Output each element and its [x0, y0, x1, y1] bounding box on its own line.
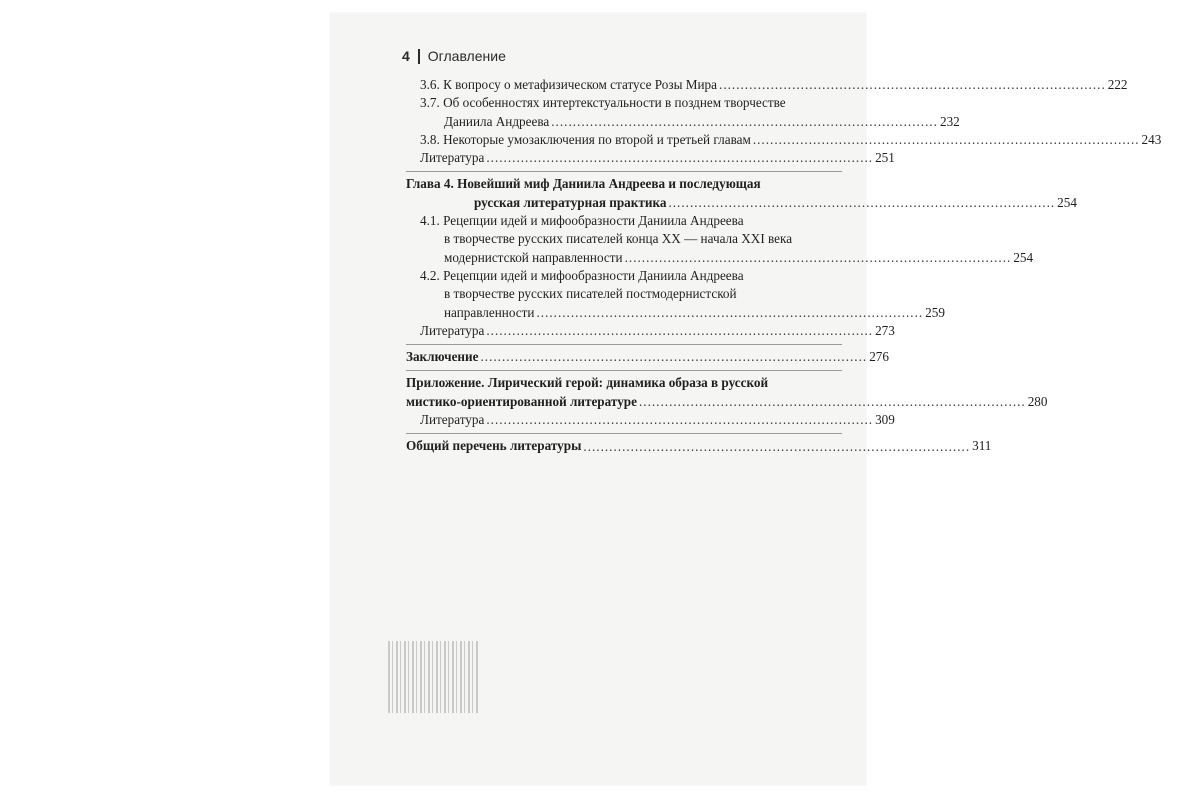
header-divider — [418, 49, 420, 64]
toc-appendix-line1: Приложение. Лирический герой: динамика образа в русской — [406, 375, 769, 391]
leader-dots: .......................................................................................... — [668, 195, 1056, 211]
toc-entry-4-1-line2: в творчестве русских писателей конца XX — начала XXI века — [444, 231, 793, 247]
toc-entry-4-2 — [406, 304, 945, 322]
toc-entry-4-2-line1: 4.2. Рецепции идей и мифообразности Даниила Андреева — [420, 267, 744, 283]
toc-entry-title: Литература — [420, 322, 485, 338]
page-number: 4 — [402, 48, 410, 64]
toc-entry-page: 251 — [875, 150, 895, 166]
running-header — [402, 48, 506, 64]
section-rule — [406, 370, 842, 371]
toc-entry-title: 3.6. К вопросу о метафизическом статусе Розы Мира — [420, 77, 718, 92]
toc-entry-4-1-line1: 4.1. Рецепции идей и мифообразности Даниила Андреева — [420, 213, 744, 229]
leader-dots: .......................................................................................... — [486, 150, 874, 166]
section-rule — [406, 171, 842, 172]
toc-entry-title: Даниила Андреева — [444, 113, 550, 129]
leader-dots: .......................................................................................... — [719, 77, 1106, 93]
header-title: Оглавление — [427, 48, 506, 64]
toc-entry-page: 243 — [1141, 131, 1162, 147]
leader-dots: .......................................................................................... — [480, 349, 868, 365]
toc-entry-literature-4 — [406, 322, 895, 340]
toc-entry-3-7-line1: 3.7. Об особенностях интертекстуальности в позднем творчестве — [420, 95, 786, 111]
toc-chapter-4-line1: Глава 4. Новейший миф Даниила Андреева и последующая — [406, 176, 761, 192]
leader-dots: .......................................................................................... — [583, 438, 971, 454]
toc-entry-literature-3 — [406, 149, 895, 167]
leader-dots: .......................................................................................... — [486, 323, 874, 339]
leader-dots: .......................................................................................... — [752, 132, 1140, 148]
toc-entry-page: 259 — [925, 304, 945, 320]
toc-entry-title: Заключение — [406, 349, 479, 365]
toc-entry-4-2-line2: в творчестве русских писателей постмодернистской — [444, 286, 737, 302]
toc-entry-page: 254 — [1013, 249, 1034, 265]
leader-dots: .......................................................................................... — [536, 304, 924, 320]
toc-entry-title: модернистской направленности — [444, 249, 623, 265]
toc-entry-page: 222 — [1107, 77, 1128, 92]
toc-entry-page: 273 — [875, 322, 895, 338]
toc-entry-3-8 — [406, 131, 1162, 149]
section-rule — [406, 344, 842, 345]
toc-entry-title: Общий перечень литературы — [406, 438, 582, 454]
toc-entry-title: русская литературная практика — [474, 194, 667, 210]
toc-entry-title: мистико-ориентированной литературе — [406, 393, 637, 409]
leader-dots: .......................................................................................... — [624, 249, 1012, 265]
table-of-contents — [406, 76, 1162, 456]
toc-entry-3-7 — [406, 113, 960, 131]
toc-entry-page: 232 — [939, 113, 960, 129]
toc-entry-page: 311 — [972, 438, 992, 454]
leader-dots: .......................................................................................... — [638, 394, 1026, 410]
toc-chapter-4 — [406, 194, 1077, 212]
section-rule — [406, 433, 842, 434]
toc-general-bibliography — [406, 437, 992, 455]
book-page — [330, 13, 1162, 785]
leader-dots: .......................................................................................... — [486, 412, 874, 428]
toc-entry-title: 3.8. Некоторые умозаключения по второй и третьей главам — [420, 131, 751, 147]
toc-entry-title: Литература — [420, 412, 485, 428]
toc-entry-title: Литература — [420, 150, 485, 166]
toc-entry-title: направленности — [444, 304, 535, 320]
toc-entry-4-1 — [406, 249, 1034, 267]
toc-conclusion — [406, 348, 889, 366]
toc-entry-page: 254 — [1057, 194, 1077, 210]
toc-entry-page: 276 — [869, 349, 889, 365]
toc-appendix — [406, 393, 1048, 411]
barcode-bleed — [388, 641, 480, 713]
toc-entry-literature-appendix — [406, 411, 895, 429]
toc-entry-3-6 — [406, 76, 1128, 94]
toc-entry-page: 280 — [1027, 393, 1048, 409]
toc-entry-page: 309 — [875, 412, 895, 428]
leader-dots: .......................................................................................... — [551, 113, 938, 129]
